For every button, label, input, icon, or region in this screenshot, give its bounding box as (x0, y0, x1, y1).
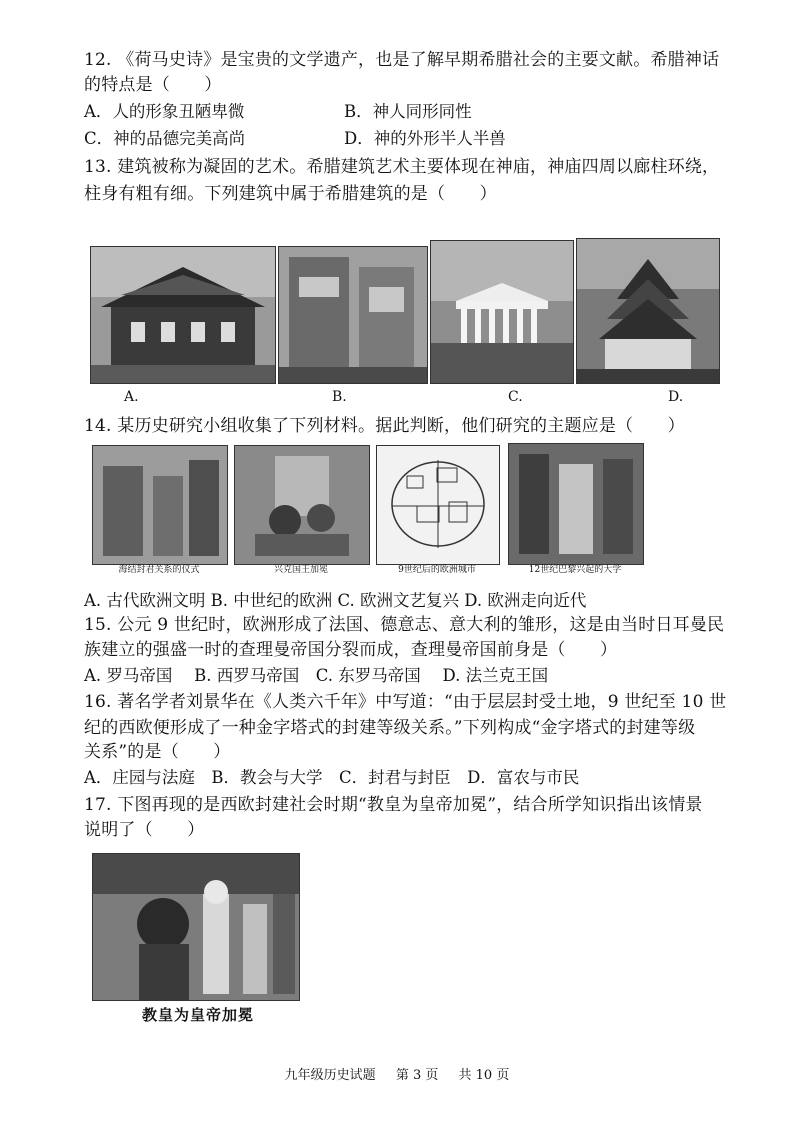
footer-total-pages: 共 10 页 (458, 1068, 510, 1083)
q13-image-b-carved-stone (278, 246, 428, 384)
q16-stem-line2: 纪的西欧便形成了一种金字塔式的封建等级关系。”下列构成“金字塔式的封建等级 (84, 718, 696, 738)
q12-stem-line1: 12. 《荷马史诗》是宝贵的文学遗产，也是了解早期希腊社会的主要文献。希腊神话 (84, 50, 720, 70)
q14-caption-3: 9世纪后的欧洲城市 (398, 565, 476, 575)
footer-page-number: 第 3 页 (395, 1068, 439, 1083)
q14-stem-line1: 14. 某历史研究小组收集了下列材料。据此判断，他们研究的主题应是（ ） (84, 416, 685, 436)
q14-caption-1: 海结封君关系的仪式 (118, 565, 200, 575)
q13-label-a: A. (124, 389, 139, 405)
q17-stem-line2: 说明了（ ） (84, 820, 205, 840)
q17-stem-line1: 17. 下图再现的是西欧封建社会时期“教皇为皇帝加冕”，结合所学知识指出该情景 (84, 795, 703, 815)
q13-image-c-parthenon (430, 240, 574, 384)
q14-image-4-university (508, 443, 644, 565)
q16-stem-line1: 16. 著名学者刘景华在《人类六千年》中写道：“由于层层封受土地，9 世纪至 10 世 (84, 692, 727, 712)
q14-image-1-ceremony (92, 445, 228, 565)
page-footer (0, 1067, 794, 1085)
q14-caption-4: 12世纪巴黎兴起的大学 (528, 565, 622, 575)
footer-subject: 九年级历史试题 (284, 1068, 376, 1083)
q17-image-coronation (92, 853, 300, 1001)
q14-options: A. 古代欧洲文明 B. 中世纪的欧洲 C. 欧洲文艺复兴 D. 欧洲走向近代 (84, 591, 587, 610)
q16-options: A．庄园与法庭 B．教会与大学 C．封君与封臣 D．富农与市民 (84, 768, 580, 787)
q13-image-d-drum-tower (576, 238, 720, 384)
q16-stem-line3: 关系”的是（ ） (84, 742, 231, 762)
q13-stem-line1: 13. 建筑被称为凝固的艺术。希腊建筑艺术主要体现在神庙，神庙四周以廊柱环绕， (84, 157, 720, 177)
q15-options: A. 罗马帝国 B. 西罗马帝国 C. 东罗马帝国 D. 法兰克王国 (84, 666, 549, 685)
q13-image-a-chinese-palace (90, 246, 276, 384)
q14-caption-2: 兴克国王加冕 (273, 565, 328, 575)
q15-stem-line2: 族建立的强盛一时的查理曼帝国分裂而成，查理曼帝国前身是（ ） (84, 640, 618, 660)
q12-option-b: B．神人同形同性 (344, 102, 472, 121)
q13-label-c: C. (508, 389, 523, 405)
q14-image-3-city-map (376, 445, 500, 565)
q12-stem-line2: 的特点是（ ） (84, 75, 222, 95)
q13-label-d: D. (668, 389, 684, 405)
q12-option-c: C．神的品德完美高尚 (84, 129, 246, 148)
q17-image-caption: 教皇为皇帝加冕 (142, 1006, 255, 1024)
q12-option-d: D．神的外形半人半兽 (344, 129, 506, 148)
q13-stem-line2: 柱身有粗有细。下列建筑中属于希腊建筑的是（ ） (84, 184, 497, 204)
q15-stem-line1: 15. 公元 9 世纪时，欧洲形成了法国、德意志、意大利的雏形，这是由当时日耳曼民 (84, 615, 725, 635)
q14-image-2-coronation (234, 445, 370, 565)
q13-label-b: B. (332, 389, 347, 405)
q12-option-a: A．人的形象丑陋卑微 (84, 102, 245, 121)
